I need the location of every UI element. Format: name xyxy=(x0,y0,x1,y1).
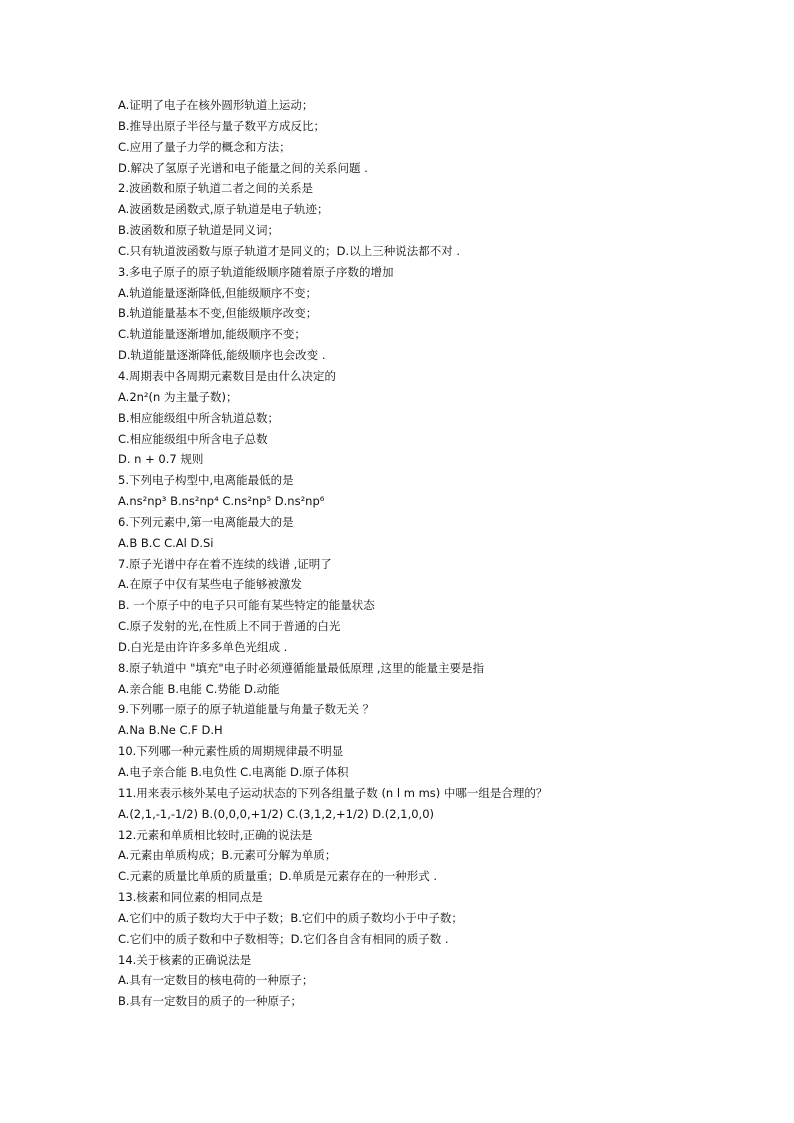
document-body xyxy=(118,95,718,1012)
text-line: C.轨道能量逐渐增加,能级顺序不变； xyxy=(118,327,306,342)
text-line: B.具有一定数目的质子的一种原子； xyxy=(118,994,303,1009)
text-line: 11.用来表示核外某电子运动状态的下列各组量子数 (n l m ms) 中哪一组是合理的？ xyxy=(118,785,548,800)
text-line: A.ns²np³ B.ns²np⁴ C.ns²np⁵ D.ns²np⁶ xyxy=(118,494,325,509)
text-line: A.证明了电子在核外圆形轨道上运动； xyxy=(118,98,314,112)
text-line: D.解决了氢原子光谱和电子能量之间的关系问题 . xyxy=(118,160,368,175)
text-line: A.波函数是函数式,原子轨道是电子轨迹； xyxy=(118,202,329,217)
text-line: 2.波函数和原子轨道二者之间的关系是 xyxy=(118,181,313,196)
text-line: A.具有一定数目的核电荷的一种原子； xyxy=(118,973,314,988)
text-line: C.原子发射的光,在性质上不同于普通的白光 xyxy=(118,619,341,634)
text-line: B.波函数和原子轨道是同义词； xyxy=(118,223,280,238)
text-line: D. n + 0.7 规则 xyxy=(118,452,204,467)
text-line: 9.下列哪一原子的原子轨道能量与角量子数无关 ？ xyxy=(118,702,375,717)
text-line: 10.下列哪一种元素性质的周期规律最不明显 xyxy=(118,744,344,759)
text-line: 13.核素和同位素的相同点是 xyxy=(118,890,263,905)
text-line: C.它们中的质子数和中子数相等；D.它们各自含有相同的质子数 . xyxy=(118,931,449,946)
text-line: A.(2,1,-1,-1/2) B.(0,0,0,+1/2) C.(3,1,2,+1/2) D.(2,1,0,0) xyxy=(118,806,434,821)
text-line: A.元素由单质构成；B.元素可分解为单质； xyxy=(118,848,337,863)
text-line: 7.原子光谱中存在着不连续的线谱 ,证明了 xyxy=(118,556,332,571)
text-line: A.它们中的质子数均大于中子数；B.它们中的质子数均小于中子数； xyxy=(118,910,463,925)
text-line: 14.关于核素的正确说法是 xyxy=(118,952,252,967)
text-line: A.B B.C C.Al D.Si xyxy=(118,535,214,550)
text-line: B. 一个原子中的电子只可能有某些特定的能量状态 xyxy=(118,598,375,613)
text-line: B.轨道能量基本不变,但能级顺序改变； xyxy=(118,306,318,321)
text-line: C.只有轨道波函数与原子轨道才是同义的；D.以上三种说法都不对 . xyxy=(118,243,461,258)
text-line: C.相应能级组中所含电子总数 xyxy=(118,431,268,446)
text-line: C.元素的质量比单质的质量重；D.单质是元素存在的一种形式 . xyxy=(118,869,438,884)
text-line: A.轨道能量逐渐降低,但能级顺序不变； xyxy=(118,285,317,300)
text-line: B.推导出原子半径与量子数平方成反比； xyxy=(118,118,326,133)
text-line: 4.周期表中各周期元素数目是由什么决定的 xyxy=(118,368,336,383)
text-line: A.电子亲合能 B.电负性 C.电离能 D.原子体积 xyxy=(118,765,349,779)
text-line: 5.下列电子构型中,电离能最低的是 xyxy=(118,473,294,488)
text-line: D.轨道能量逐渐降低,能级顺序也会改变 . xyxy=(118,348,326,363)
text-line: A.亲合能 B.电能 C.势能 D.动能 xyxy=(118,681,280,696)
text-line: A.在原子中仅有某些电子能够被激发 xyxy=(118,577,302,592)
text-line: C.应用了量子力学的概念和方法； xyxy=(118,139,291,154)
text-line: D.白光是由许许多多单色光组成 . xyxy=(118,639,288,654)
text-line: 12.元素和单质相比较时,正确的说法是 xyxy=(118,827,313,842)
text-line: 6.下列元素中,第一电离能最大的是 xyxy=(118,514,294,529)
text-line: 8.原子轨道中 "填充"电子时必须遵循能量最低原理 ,这里的能量主要是指 xyxy=(118,660,485,675)
text-line: 3.多电子原子的原子轨道能级顺序随着原子序数的增加 xyxy=(118,264,394,279)
text-line: A.Na B.Ne C.F D.H xyxy=(118,723,223,738)
text-line: B.相应能级组中所含轨道总数； xyxy=(118,410,280,425)
text-line: A.2n²(n 为主量子数)； xyxy=(118,389,238,404)
